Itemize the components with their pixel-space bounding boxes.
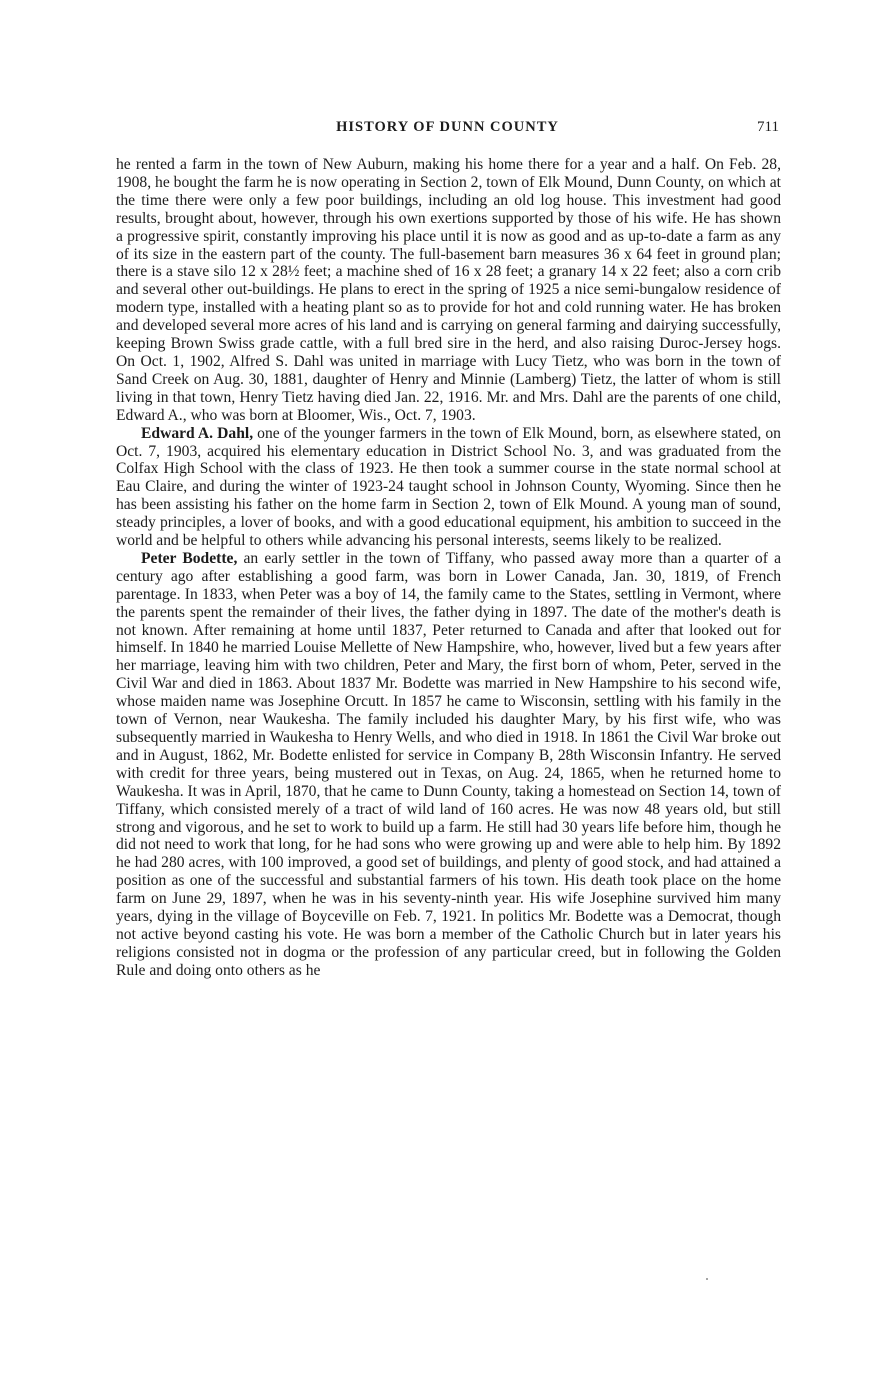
paragraph-edward-dahl	[116, 425, 781, 550]
body-text	[116, 156, 781, 980]
biography-name: Peter Bodette,	[141, 549, 238, 567]
paragraph-text: an early settler in the town of Tiffany, who passed away more than a quarter of a century ago after establishing a good farm, was born in Lower Canada, Jan. 30, 1819, of French parentage. In 1833, when Peter was a boy of 14, the family came to the States, settling in Vermont, where the parents spent the remainder of their lives, the father dying in 1897. The date of the mother's death is not known. After remaining at home until 1837, Peter returned to Canada and after that looked out for himself. In 1840 he married Louise Mellette of New Hampshire, who, however, lived but a few years after her marriage, leaving him with two children, Peter and Mary, the first born of whom, Peter, served in the Civil War and died in 1863. About 1837 Mr. Bodette was married in New Hampshire to his second wife, whose maiden name was Josephine Orcutt. In 1857 he came to Wisconsin, settling with his family in the town of Vernon, near Waukesha. The family included his daughter Mary, by his first wife, who was subsequently married in Waukesha to Henry Wells, and who died in 1918. In 1861 the Civil War broke out and in August, 1862, Mr. Bodette enlisted for service in Company B, 28th Wisconsin Infantry. He served with credit for three years, being mustered out in Texas, on Aug. 24, 1865, when he returned home to Waukesha. It was in April, 1870, that he came to Dunn County, taking a homestead on Section 14, town of Tiffany, which consisted merely of a tract of wild land of 160 acres. He was now 48 years old, but still strong and vigorous, and he set to work to build up a farm. He still had 30 years life before him, though he did not need to work that long, for he had sons who were growing up and were able to help him. By 1892 he had 280 acres, with 100 improved, a good set of buildings, and plenty of good stock, and had attained a position as one of the successful and substantial farmers of his town. His death took place on the home farm on June 29, 1897, when he was in his seventy-ninth year. His wife Josephine survived him many years, dying in the village of Boyceville on Feb. 7, 1921. In politics Mr. Bodette was a Democrat, though not active beyond casting his vote. He was born a member of the Catholic Church but in later years his religions consisted not in dogma or the profession of any particular creed, but in following the Golden Rule and doing onto others as he	[116, 549, 781, 979]
page-header	[116, 119, 779, 139]
page-number: 711	[757, 119, 779, 135]
paragraph-peter-bodette	[116, 550, 781, 980]
paragraph-dahl-farm	[116, 156, 781, 425]
paragraph-text: one of the younger farmers in the town of Elk Mound, born, as elsewhere stated, on Oct. 7, 1903, acquired his elementary education in District School No. 3, and was graduated from the Colfax High School with the class of 1923. He then took a summer course in the state normal school at Eau Claire, and during the winter of 1923-24 taught school in Johnson County, Wyoming. Since then he has been assisting his father on the home farm in Section 2, town of Elk Mound. A young man of sound, steady principles, a lover of books, and with a good educational equipment, his ambition to succeed in the world and be helpful to others while advancing his personal interests, seems likely to be realized.	[116, 424, 781, 550]
paragraph-text: he rented a farm in the town of New Auburn, making his home there for a year and a half. On Feb. 28, 1908, he bought the farm he is now operating in Section 2, town of Elk Mound, Dunn County, on which at the time there were only a few poor buildings, including an old log house. This investment had good results, brought about, however, through his own exertions supported by those of his wife. He has shown a progressive spirit, constantly improving his place until it is now as good and as up-to-date a farm as any of its size in the eastern part of the county. The full-basement barn measures 36 x 64 feet in ground plan; there is a stave silo 12 x 28½ feet; a machine shed of 16 x 28 feet; a granary 14 x 22 feet; also a corn crib and several other out-buildings. He plans to erect in the spring of 1925 a nice semi-bungalow residence of modern type, installed with a heating plant so as to provide for hot and cold running water. He has broken and developed several more acres of his land and is carrying on general farming and dairying successfully, keeping Brown Swiss grade cattle, with a full bred sire in the herd, and also raising Duroc-Jersey hogs. On Oct. 1, 1902, Alfred S. Dahl was united in marriage with Lucy Tietz, who was born in the town of Sand Creek on Aug. 30, 1881, daughter of Henry and Minnie (Lamberg) Tietz, the latter of whom is still living in that town, Henry Tietz having died Jan. 22, 1916. Mr. and Mrs. Dahl are the parents of one child, Edward A., who was born at Bloomer, Wis., Oct. 7, 1903.	[116, 156, 781, 424]
biography-name: Edward A. Dahl,	[141, 424, 254, 442]
running-head: HISTORY OF DUNN COUNTY	[336, 119, 559, 135]
scan-speck	[706, 1278, 708, 1280]
